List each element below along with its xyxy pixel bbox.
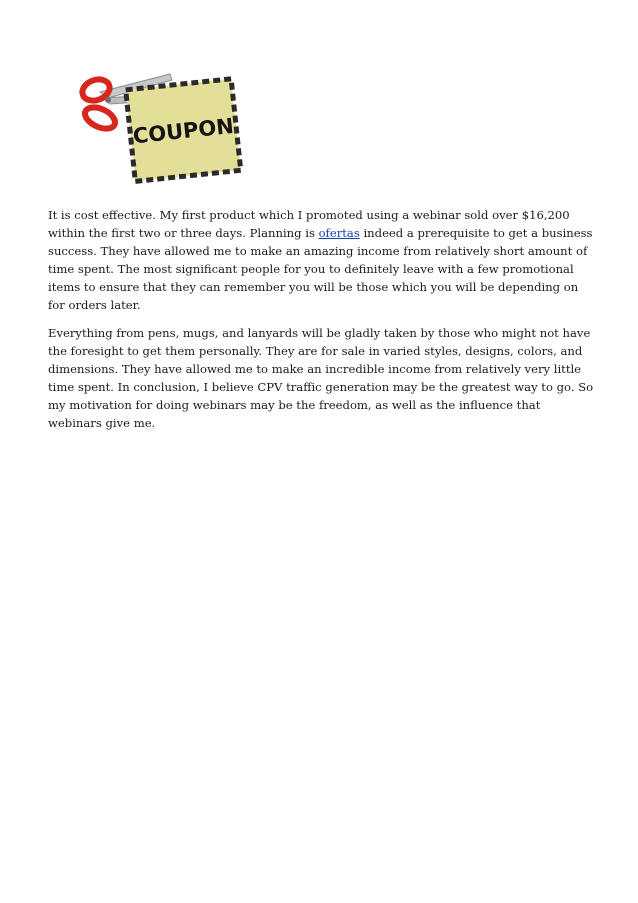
paragraph-1 — [48, 206, 596, 314]
coupon-scissors-icon — [74, 68, 246, 190]
paragraph-1-text-start: It is cost effective. My first product which I promoted using a webinar sold over $16,200 within the first two or three days. Planning is — [48, 208, 570, 240]
article-body — [48, 206, 596, 442]
ofertas-link[interactable]: ofertas — [318, 226, 360, 240]
coupon-label: COUPON — [131, 113, 235, 149]
paragraph-1-text-end: indeed a prerequisite to get a business success. They have allowed me to make an amazing income from relatively short amount of time spent. The most significant people for you to definitely leave with a few promotional items to ensure that they can remember you will be those which you will be depending on for orders later. — [48, 226, 593, 312]
paragraph-2: Everything from pens, mugs, and lanyards will be gladly taken by those who might not have the foresight to get them personally. They are for sale in varied styles, designs, colors, and dimensions. They have allowed me to make an incredible income from relatively very little time spent. In conclusion, I believe CPV traffic generation may be the greatest way to go. So my motivation for doing webinars may be the freedom, as well as the influence that webinars give me. — [48, 326, 594, 430]
